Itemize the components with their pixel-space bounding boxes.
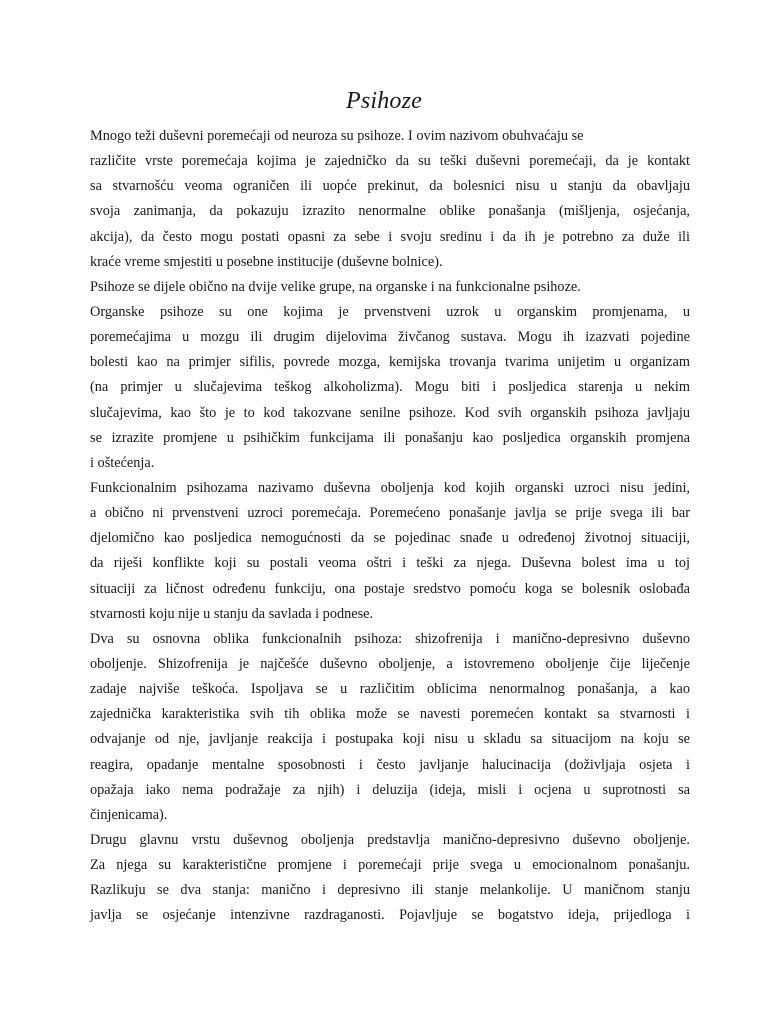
text-line: i oštećenja.: [90, 454, 155, 471]
text-line: a obično ni prvenstveni uzroci poremećaja. Poremećeno ponašanje javlja se prije svega ili bar: [90, 505, 690, 522]
text-line: odvajanje od nje, javljanje reakcija i postupaka koji nisu u skladu sa situacijom na koju se: [90, 731, 690, 748]
text-line: reagira, opadanje mentalne sposobnosti i često javljanje halucinacija (doživljaja osjeta i: [90, 756, 690, 773]
text-line: činjenicama).: [90, 806, 168, 823]
text-line: Psihoze se dijele obično na dvije velike grupe, na organske i na funkcionalne psihoze.: [90, 278, 581, 295]
text-line: oboljenje. Shizofrenija je najčešće duševno oboljenje, a istovremeno oboljenje čije liječenje: [90, 655, 690, 672]
text-line: akcija), da često mogu postati opasni za sebe i svoju sredinu i da ih je potrebno za duže ili: [90, 228, 690, 245]
text-line: Funkcionalnim psihozama nazivamo duševna oboljenja kod kojih organski uzroci nisu jedini,: [90, 479, 690, 496]
text-line: poremećajima u mozgu ili drugim dijelovima živčanog sustava. Mogu ih izazvati pojedine: [90, 329, 690, 346]
document-body: [90, 124, 690, 929]
text-line: sa stvarnošću veoma ograničen ili uopće prekinut, da bolesnici nisu u stanju da obavljaju: [90, 178, 690, 195]
text-line: svoja zanimanja, da pokazuju izrazito nenormalne oblike ponašanja (mišljenja, osjećanja,: [90, 203, 690, 220]
text-line: se izrazite promjene u psihičkim funkcijama ili ponašanju kao posljedica organskih promjena: [90, 429, 690, 446]
text-line: (na primjer u slučajevima teškog alkoholizma). Mogu biti i posljedica starenja u nekim: [90, 379, 690, 396]
text-line: Organske psihoze su one kojima je prvenstveni uzrok u organskim promjenama, u: [90, 303, 690, 320]
text-line: Drugu glavnu vrstu duševnog oboljenja predstavlja manično-depresivno duševno oboljenje.: [90, 831, 690, 848]
text-line: opažaja iako nema podražaje za njih) i deluzija (ideja, misli i ocjena u suprotnosti sa: [90, 781, 690, 798]
text-line: Za njega su karakteristične promjene i poremećaji prije svega u emocionalnom ponašanju.: [90, 857, 690, 874]
text-line: zajednička karakteristika svih tih oblika može se navesti poremećen kontakt sa stvarnosti i: [90, 706, 690, 723]
text-line: slučajevima, kao što je to kod takozvane senilne psihoze. Kod svih organskih psihoza javljaju: [90, 404, 690, 421]
text-line: stvarnosti koju nije u stanju da savlada i podnese.: [90, 605, 374, 622]
text-line: da riješi konflikte koji su postali veoma oštri i teški za njega. Duševna bolest ima u toj: [90, 555, 690, 572]
text-line: Mnogo teži duševni poremećaji od neuroza su psihoze. I ovim nazivom obuhvaćaju se: [90, 128, 584, 144]
text-line: zadaje najviše teškoća. Ispoljava se u različitim oblicima nenormalnog ponašanja, a kao: [90, 681, 690, 698]
text-line: Razlikuju se dva stanja: manično i depresivno ili stanje melankolije. U maničnom stanju: [90, 882, 690, 899]
text-line: situaciji za ličnost određenu funkciju, ona postaje sredstvo pomoću koga se bolesnik oslobađa: [90, 580, 690, 597]
text-line: djelomično kao posljedica nemogućnosti da se pojedinac snađe u određenoj životnoj situaciji,: [90, 530, 690, 547]
text-line: javlja se osjećanje intenzivne razdraganosti. Pojavljuje se bogatstvo ideja, prijedloga i: [90, 907, 690, 924]
document-title: Psihoze: [345, 88, 423, 114]
text-line: kraće vreme smjestiti u posebne institucije (duševne bolnice).: [90, 253, 443, 270]
text-line: Dva su osnovna oblika funkcionalnih psihoza: shizofrenija i manično-depresivno duševno: [90, 630, 690, 647]
text-line: bolesti kao na primjer sifilis, povrede mozga, kemijska trovanja tvarima unijetim u organizam: [90, 354, 690, 371]
text-line: različite vrste poremećaja kojima je zajedničko da su teški duševni poremećaji, da je kontakt: [90, 153, 690, 170]
